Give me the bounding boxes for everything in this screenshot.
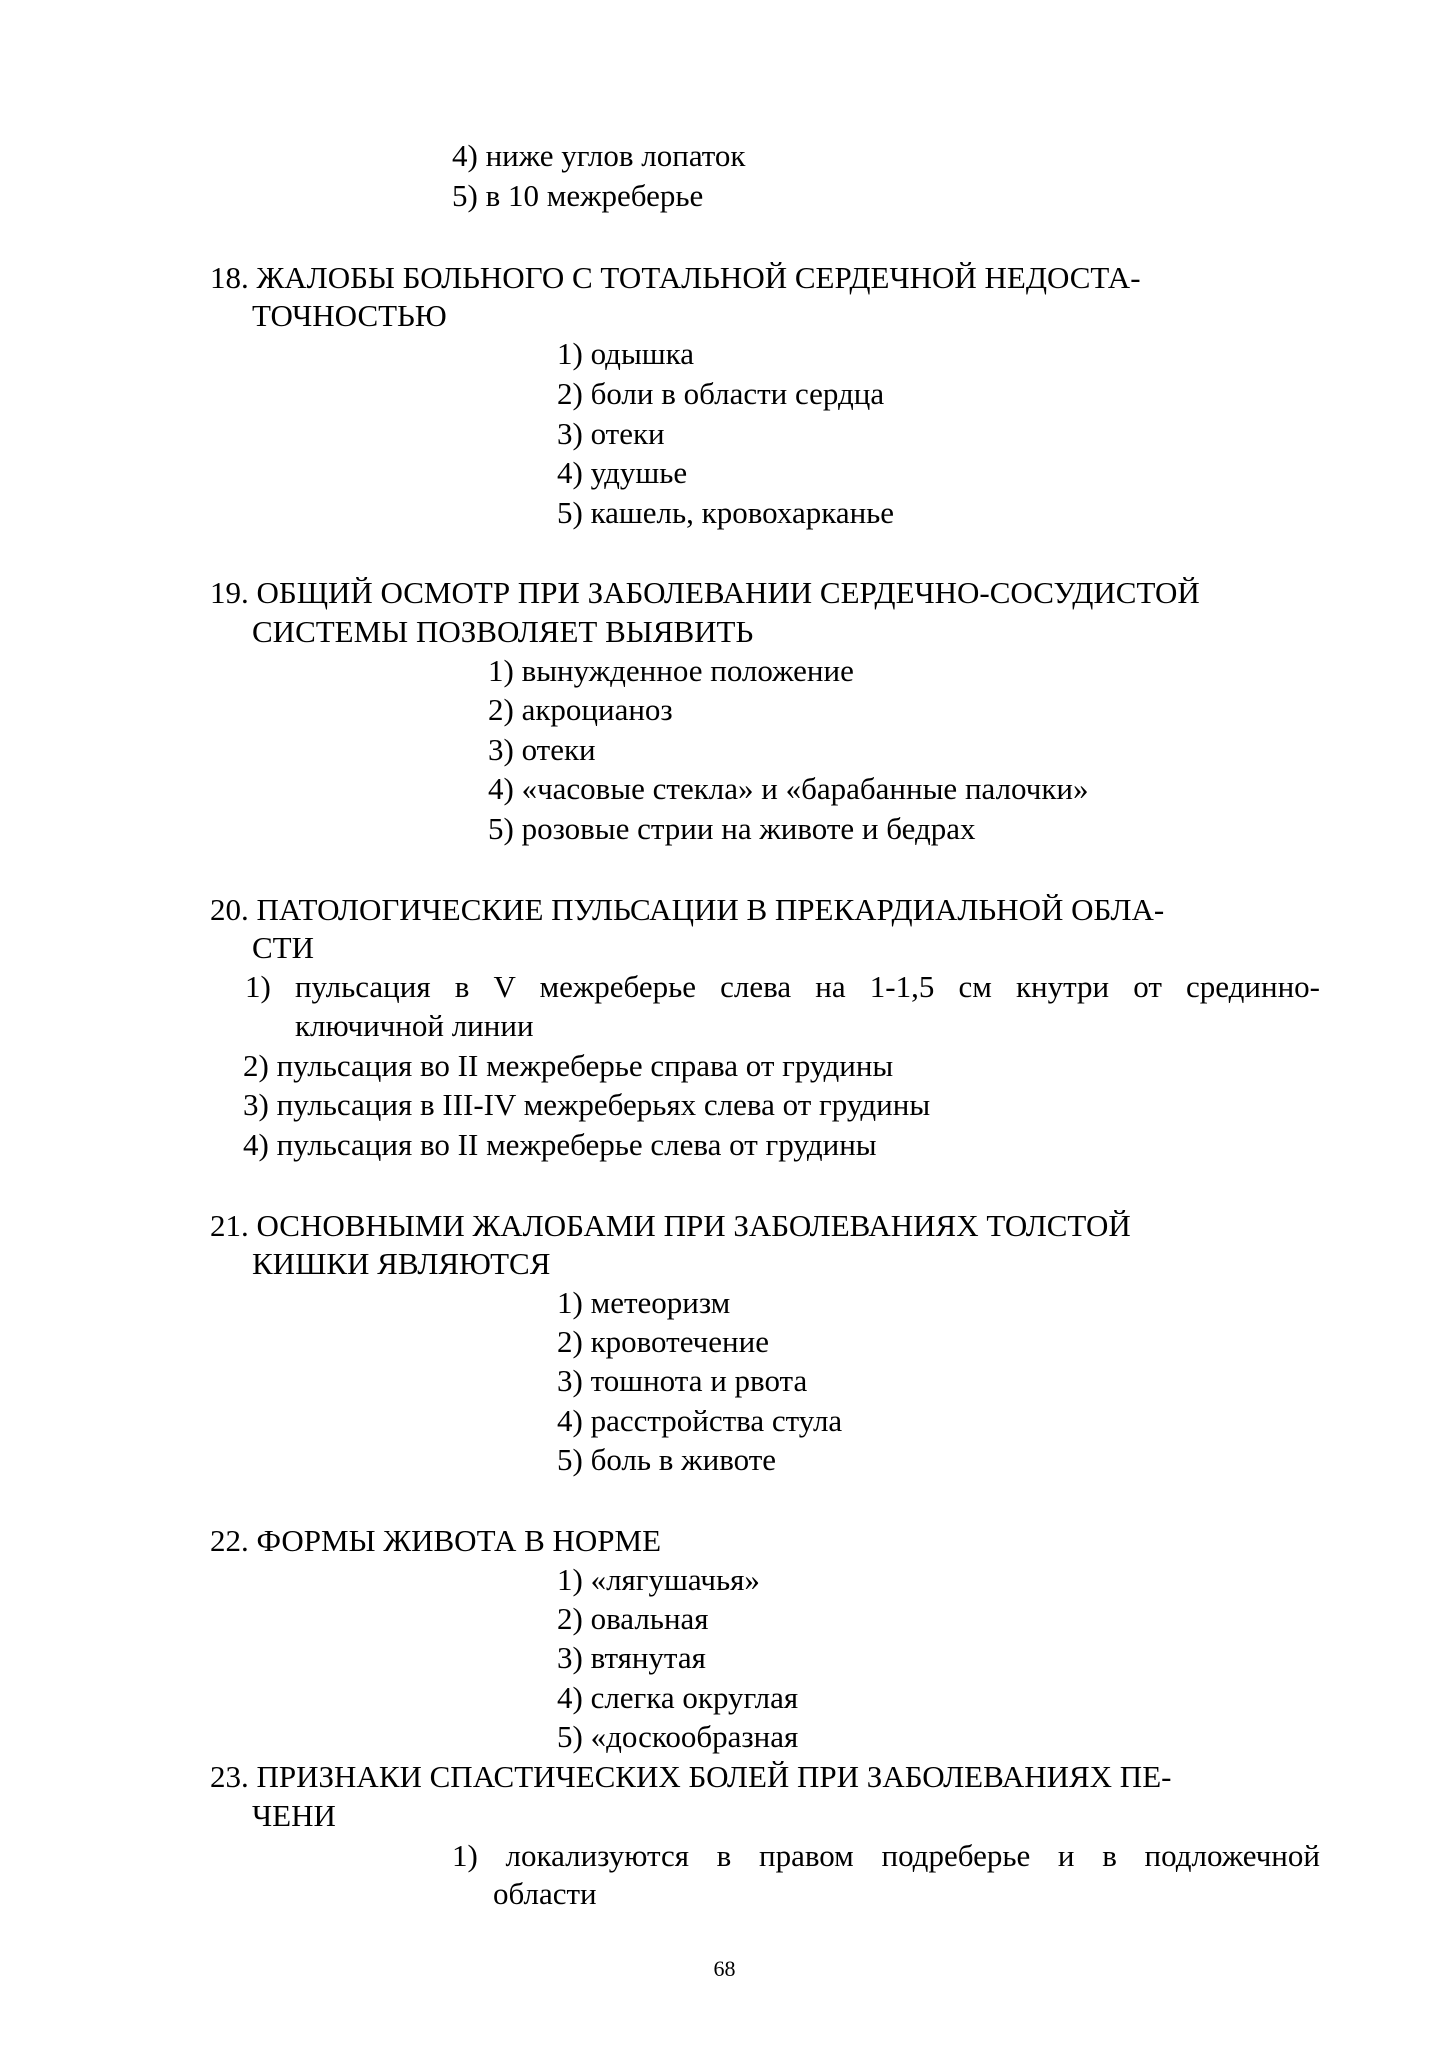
q19-title-line2: СИСТЕМЫ ПОЗВОЛЯЕТ ВЫЯВИТЬ	[252, 614, 754, 649]
q19-option-3: 3) отеки	[488, 732, 596, 767]
q23-title-line1: 23. ПРИЗНАКИ СПАСТИЧЕСКИХ БОЛЕЙ ПРИ ЗАБОЛЕВАНИЯХ ПЕ-	[210, 1759, 1172, 1794]
q20-title-line2: СТИ	[252, 930, 314, 965]
q22-option-1: 1) «лягушачья»	[557, 1562, 760, 1597]
q21-title-line2: КИШКИ ЯВЛЯЮТСЯ	[252, 1246, 551, 1281]
q20-title-line1: 20. ПАТОЛОГИЧЕСКИЕ ПУЛЬСАЦИИ В ПРЕКАРДИАЛЬНОЙ ОБЛА-	[210, 892, 1165, 927]
q21-option-2: 2) кровотечение	[557, 1324, 769, 1359]
q21-option-1: 1) метеоризм	[557, 1285, 731, 1320]
page-number: 68	[713, 1956, 736, 1981]
q19-option-2: 2) акроцианоз	[488, 692, 673, 727]
q20-option-3: 3) пульсация в III-IV межреберьях слева от грудины	[243, 1087, 931, 1122]
q22-option-3: 3) втянутая	[557, 1640, 706, 1675]
q20-option-2: 2) пульсация во II межреберье справа от грудины	[243, 1048, 894, 1083]
q22-option-4: 4) слегка округлая	[557, 1680, 799, 1715]
q18-title-line1: 18. ЖАЛОБЫ БОЛЬНОГО С ТОТАЛЬНОЙ СЕРДЕЧНОЙ НЕДОСТА-	[210, 260, 1141, 295]
q19-option-1: 1) вынужденное положение	[488, 653, 854, 688]
q17-option-5: 5) в 10 межреберье	[452, 178, 704, 213]
q18-option-1: 1) одышка	[557, 336, 695, 371]
q23-title-line2: ЧЕНИ	[252, 1798, 336, 1833]
q23-option-1-line1: 1) локализуются в правом подреберье и в подложечной	[452, 1838, 1320, 1873]
q21-option-5: 5) боль в животе	[557, 1442, 777, 1477]
q18-title-line2: ТОЧНОСТЬЮ	[252, 298, 447, 333]
q22-option-5: 5) «доскообразная	[557, 1719, 799, 1754]
q18-option-2: 2) боли в области сердца	[557, 376, 885, 411]
q22-option-2: 2) овальная	[557, 1601, 709, 1636]
q19-option-4: 4) «часовые стекла» и «барабанные палочки»	[488, 771, 1089, 806]
q19-title-line1: 19. ОБЩИЙ ОСМОТР ПРИ ЗАБОЛЕВАНИИ СЕРДЕЧНО-СОСУДИСТОЙ	[210, 575, 1200, 610]
q19-option-5: 5) розовые стрии на животе и бедрах	[488, 811, 976, 846]
q18-option-4: 4) удушье	[557, 455, 688, 490]
q21-title-line1: 21. ОСНОВНЫМИ ЖАЛОБАМИ ПРИ ЗАБОЛЕВАНИЯХ ТОЛСТОЙ	[210, 1208, 1131, 1243]
q21-option-3: 3) тошнота и рвота	[557, 1363, 808, 1398]
q22-title-line1: 22. ФОРМЫ ЖИВОТА В НОРМЕ	[210, 1523, 662, 1558]
q20-option-1-line1: 1) пульсация в V межреберье слева на 1-1,5 см кнутри от срединно-	[245, 969, 1320, 1004]
q17-option-4: 4) ниже углов лопаток	[452, 138, 746, 173]
q23-option-1-line2: области	[493, 1876, 597, 1911]
q21-option-4: 4) расстройства стула	[557, 1403, 843, 1438]
q18-option-3: 3) отеки	[557, 416, 665, 451]
q20-option-1-line2: ключичной линии	[295, 1008, 534, 1043]
q20-option-4: 4) пульсация во II межреберье слева от грудины	[243, 1127, 877, 1162]
q18-option-5: 5) кашель, кровохарканье	[557, 495, 895, 530]
